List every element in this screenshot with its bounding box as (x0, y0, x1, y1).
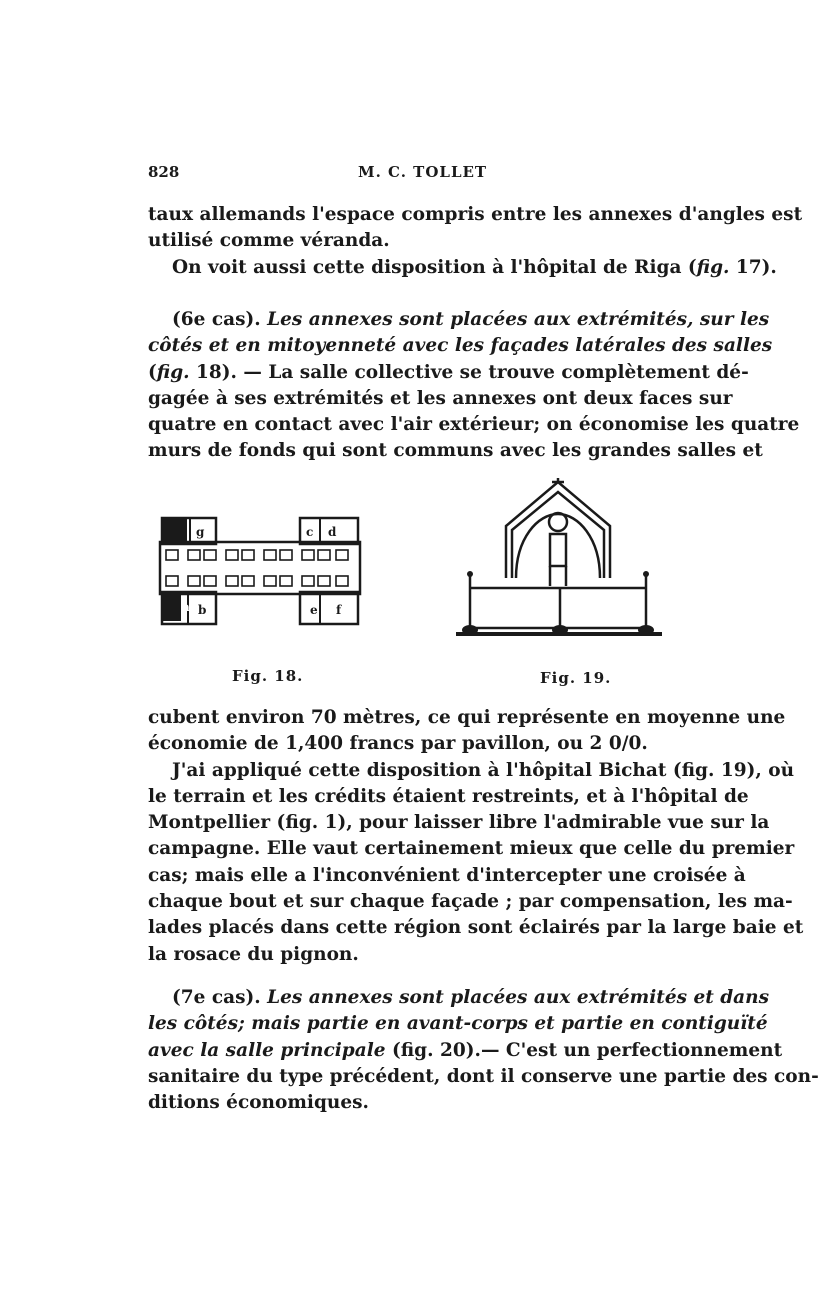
text-line: économie de 1,400 francs par pavillon, ou 2 0/0. (148, 733, 648, 755)
text-line: murs de fonds qui sont communs avec les grandes salles et (148, 440, 763, 462)
figure-19-cross-section (452, 478, 664, 644)
text-line: ditions économiques. (148, 1092, 369, 1114)
paragraph-veranda (148, 202, 803, 281)
paragraph-case-7 (148, 985, 819, 1116)
paragraph-continuation (148, 705, 804, 968)
text-line: utilisé comme véranda. (148, 230, 390, 252)
text-line: les côtés; mais partie en avant-corps et partie en contiguïté (148, 1013, 768, 1035)
room-label-b: b (198, 603, 207, 617)
paragraph-case-6 (148, 307, 800, 465)
text-line: la rosace du pignon. (148, 943, 359, 965)
text-line: chaque bout et sur chaque façade ; par compensation, les ma- (148, 891, 793, 913)
text-line: (fig. 18). — La salle collective se trouve complètement dé- (148, 361, 749, 383)
figure-18-floor-plan (160, 510, 380, 640)
text-line: Montpellier (fig. 1), pour laisser libre l'admirable vue sur la (148, 812, 770, 834)
figure-19-caption: Fig. 19. (540, 669, 612, 687)
text-line: taux allemands l'espace compris entre les annexes d'angles est (148, 204, 803, 225)
page-header (148, 163, 674, 187)
text-line: gagée à ses extrémités et les annexes ont deux faces sur (148, 387, 733, 409)
paragraph-riga: On voit aussi cette disposition à l'hôpital de Riga (fig. 17). (172, 256, 777, 278)
running-title: M. C. TOLLET (358, 163, 488, 181)
text-line: avec la salle principale (fig. 20).— C'est un perfectionnement (148, 1039, 783, 1061)
text-line: quatre en contact avec l'air extérieur; on économise les quatre (148, 414, 800, 436)
text-line: cubent environ 70 mètres, ce qui représente en moyenne une (148, 707, 786, 728)
page-number: 828 (148, 163, 180, 181)
text-line: campagne. Elle vaut certainement mieux que celle du premier (148, 838, 795, 860)
room-label-a: a (182, 600, 190, 614)
room-label-g: g (196, 525, 205, 539)
text-line: (6e cas). Les annexes sont placées aux extrémités, sur les (172, 309, 770, 330)
text-line: J'ai appliqué cette disposition à l'hôpital Bichat (fig. 19), où (172, 759, 795, 781)
room-label-e: e (310, 603, 318, 617)
text-line: côtés et en mitoyenneté avec les façades latérales des salles (148, 335, 773, 357)
text-line: cas; mais elle a l'inconvénient d'intercepter une croisée à (148, 864, 746, 886)
room-label-c: c (306, 525, 314, 539)
room-label-d: d (328, 525, 337, 539)
text-line: sanitaire du type précédent, dont il conserve une partie des con- (148, 1065, 819, 1087)
text-line: le terrain et les crédits étaient restreints, et à l'hôpital de (148, 785, 749, 807)
figure-18-caption: Fig. 18. (232, 667, 304, 685)
case-label: (6e cas). (172, 309, 261, 330)
text-line: lades placés dans cette région sont éclairés par la large baie et (148, 917, 804, 939)
room-label-f: f (336, 603, 342, 617)
text-line: (7e cas). Les annexes sont placées aux extrémités et dans (172, 987, 769, 1008)
case-label: (7e cas). (172, 987, 261, 1008)
